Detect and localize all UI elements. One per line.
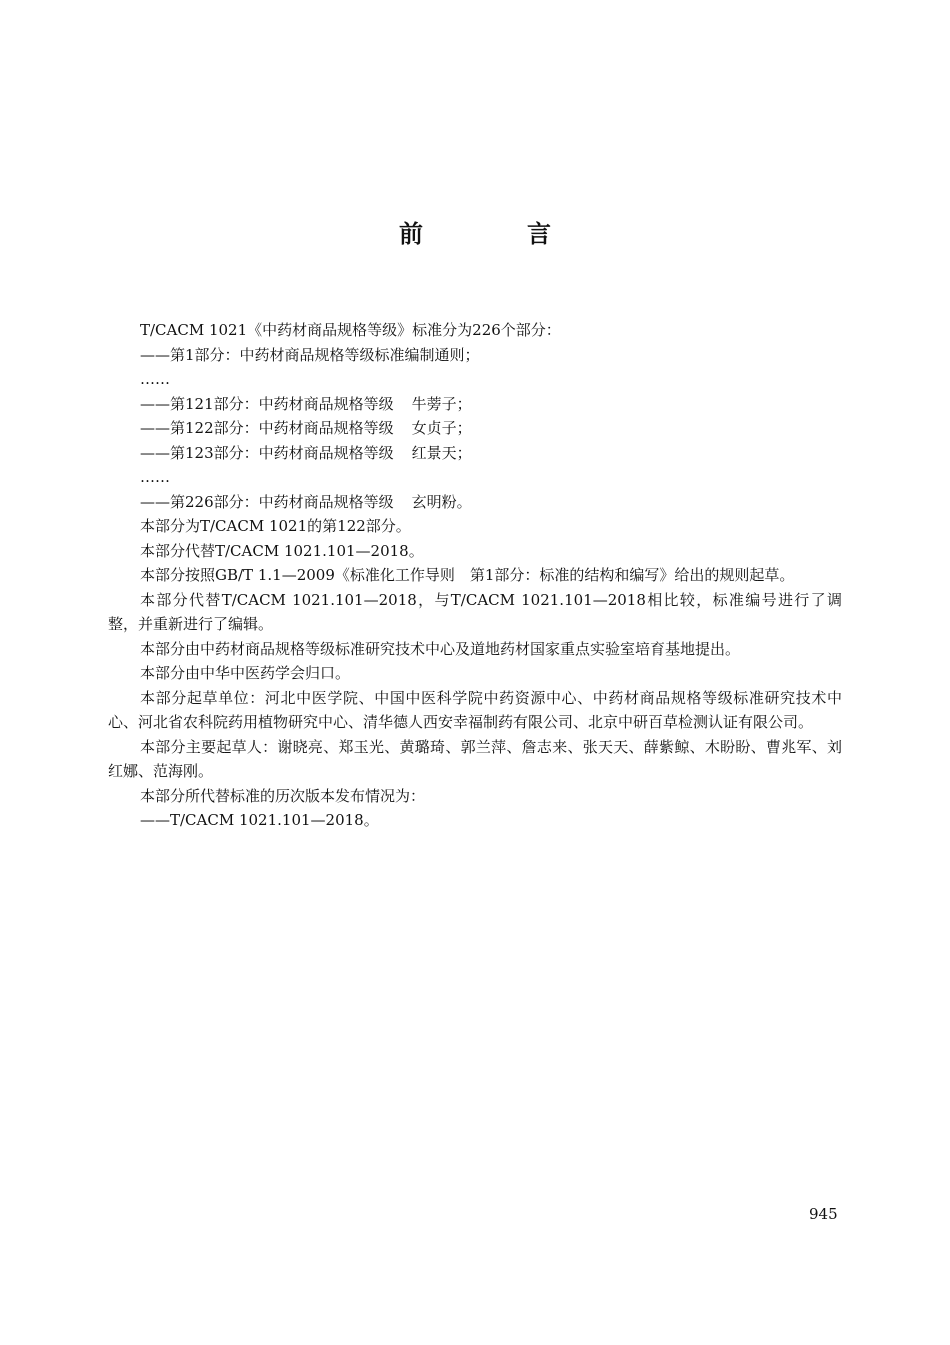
paragraph: 本部分所代替标准的历次版本发布情况为：	[140, 786, 426, 805]
paragraph: 本部分起草单位：河北中医学院、中国中医科学院中药资源中心、中药材商品规格等级标准研究技术中心、河北省农科院药用植物研究中心、清华德人西安幸福制药有限公司、北京中研百草检测认证有限公司。	[108, 688, 842, 731]
paragraph: 本部分按照GB/T 1.1—2009《标准化工作导则 第1部分：标准的结构和编写》给出的规则起草。	[140, 566, 795, 584]
parts-intro: T/CACM 1021《中药材商品规格等级》标准分为226个部分：	[140, 321, 561, 339]
history-item: ——T/CACM 1021.101—2018。	[140, 811, 379, 829]
part-list-item	[108, 416, 842, 441]
foreword-body	[108, 318, 842, 833]
ellipsis: ……	[140, 370, 170, 388]
part-list-item	[108, 490, 842, 515]
ellipsis: ……	[140, 468, 170, 486]
paragraph: 本部分代替T/CACM 1021.101—2018，与T/CACM 1021.101—2018相比较，标准编号进行了调整，并重新进行了编辑。	[108, 590, 842, 633]
part-name: ——第121部分：中药材商品规格等级	[140, 394, 394, 413]
page-number: 945	[809, 1205, 838, 1223]
paragraph: 本部分代替T/CACM 1021.101—2018。	[140, 541, 424, 560]
part-name: ——第226部分：中药材商品规格等级	[140, 492, 394, 511]
paragraph: 本部分主要起草人：谢晓亮、郑玉光、黄璐琦、郭兰萍、詹志来、张天天、薛紫鲸、木盼盼、曹兆军、刘红娜、范海刚。	[108, 737, 842, 780]
part-list-item: ——第1部分：中药材商品规格等级标准编制通则；	[140, 345, 480, 364]
part-herb: 玄明粉。	[411, 492, 472, 511]
paragraph: 本部分由中华中医药学会归口。	[140, 664, 351, 682]
part-herb: 牛蒡子；	[411, 394, 472, 413]
paragraph: 本部分为T/CACM 1021的第122部分。	[140, 517, 411, 535]
part-list-item	[108, 441, 842, 466]
part-herb: 红景天；	[411, 443, 472, 462]
part-herb: 女贞子；	[411, 419, 472, 437]
part-name: ——第122部分：中药材商品规格等级	[140, 419, 394, 437]
part-list-item	[108, 392, 842, 417]
page-title: 前 言	[399, 220, 591, 248]
part-name: ——第123部分：中药材商品规格等级	[140, 443, 394, 462]
paragraph: 本部分由中药材商品规格等级标准研究技术中心及道地药材国家重点实验室培育基地提出。	[140, 639, 741, 658]
